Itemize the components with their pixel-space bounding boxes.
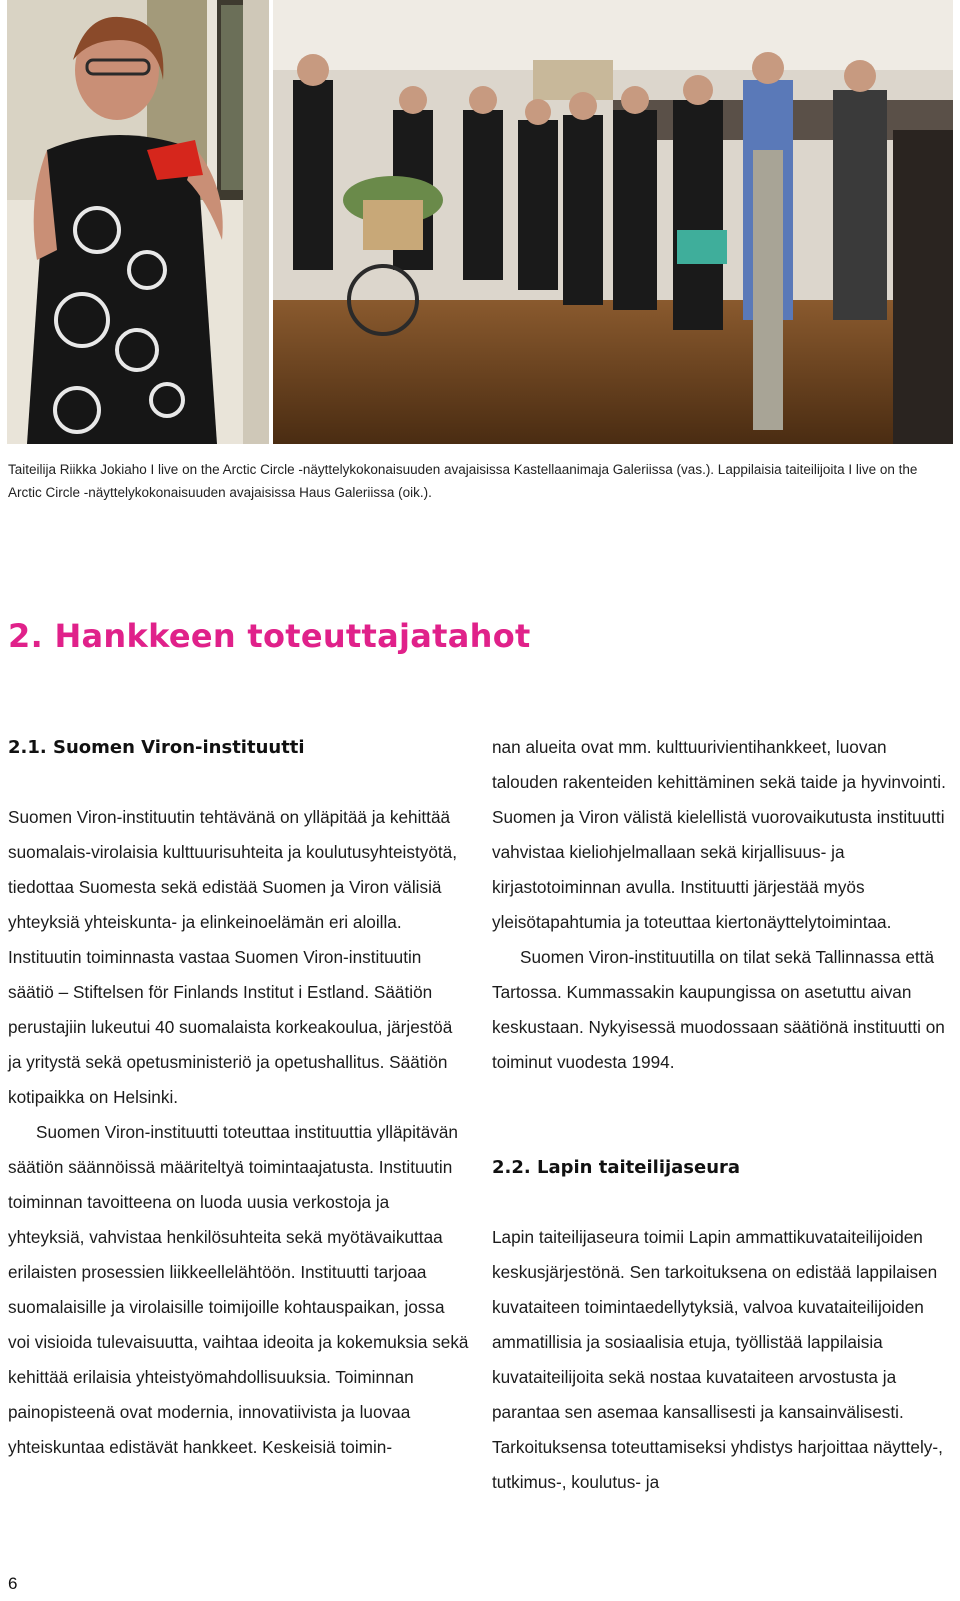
text-column-right <box>492 730 952 1500</box>
paragraph: Suomen Viron-instituutin tehtävänä on ylläpitää ja kehittää suomalais-virolaisia kulttuurisuhteita ja koulutusyhteistyötä, tiedottaa Suomesta sekä edistää Suomen ja Viron välisiä yhteyksiä yhteiskunta- ja elinkeinoelämän eri aloilla. Instituutin toiminnasta vastaa Suomen Viron-instituutin säätiö – Stiftelsen för Finlands Institut i Estland. Säätiön perustajiin lukeutui 40 suomalaista korkeakoulua, järjestöä ja yritystä sekä opetusministeriö ja opetushallitus. Säätiön kotipaikka on Helsinki. <box>8 807 457 1107</box>
photo-caption: Taiteilija Riikka Jokiaho I live on the Arctic Circle -näyttelykokonaisuuden avajaisissa Kastellaanimaja Galeriissa (vas.). Lappilaisia taiteilijoita I live on the Arctic Circle -näyttelykokonaisuuden avajaisissa Haus Galeriissa (oik.). <box>8 462 918 500</box>
subsection-title-2-2: 2.2. Lapin taiteilijaseura <box>492 1157 741 1178</box>
subsection-title-2-1: 2.1. Suomen Viron-instituutti <box>8 737 305 758</box>
paragraph: Suomen Viron-instituutti toteuttaa instituuttia ylläpitävän säätiön säännöissä määriteltyä toimintaajatusta. Instituutin toiminnan tavoitteena on luoda uusia verkostoja ja yhteyksiä, vahvistaa henkilösuhteita sekä myötävaikuttaa erilaisten prosessien liikkeellelähtöön. Instituutti tarjoaa suomalaisille ja virolaisille toimijoille kohtauspaikan, jossa voi visioida tulevaisuutta, vaihtaa ideoita ja kokemuksia sekä kehittää erilaisia yhteistyömahdollisuuksia. Toiminnan painopisteenä ovat modernia, innovatiivista ja luovaa yhteiskuntaa edistävät hankkeet. Keskeisiä toimin- <box>8 1122 469 1457</box>
section-heading: 2. Hankkeen toteuttajatahot <box>8 617 531 655</box>
photo-artists-group <box>273 0 953 444</box>
paragraph: Suomen Viron-instituutilla on tilat sekä Tallinnassa että Tartossa. Kummassakin kaupungissa on asetuttu aivan keskustaan. Nykyisessä muodossaan säätiönä instituutti on toiminut vuodesta 1994. <box>492 947 945 1072</box>
paragraph: nan alueita ovat mm. kulttuurivientihankkeet, luovan talouden rakenteiden kehittäminen sekä taide ja hyvinvointi. Suomen ja Viron välistä kielellistä vuorovaikutusta instituutti vahvistaa kieliohjelmallaan sekä kirjallisuus- ja kirjastotoiminnan avulla. Instituutti järjestää myös yleisötapahtumia ja toteuttaa kiertonäyttelytoimintaa. <box>492 737 946 932</box>
page-number: 6 <box>8 1574 18 1593</box>
text-column-left <box>8 730 470 1465</box>
paragraph: Lapin taiteilijaseura toimii Lapin ammattikuvataiteilijoiden keskusjärjestönä. Sen tarkoituksena on edistää lappilaisen kuvataiteen toimintaedellytyksiä, valvoa kuvataiteilijoiden ammatillisia ja sosiaalisia etuja, työllistää lappilaisia kuvataiteilijoita sekä nostaa kuvataiteen arvostusta ja parantaa sen asemaa kansallisesti ja kansainvälisesti. Tarkoituksensa toteuttamiseksi yhdistys harjoittaa näyttely-, tutkimus-, koulutus- ja <box>492 1227 943 1492</box>
photo-artist-left <box>7 0 269 444</box>
